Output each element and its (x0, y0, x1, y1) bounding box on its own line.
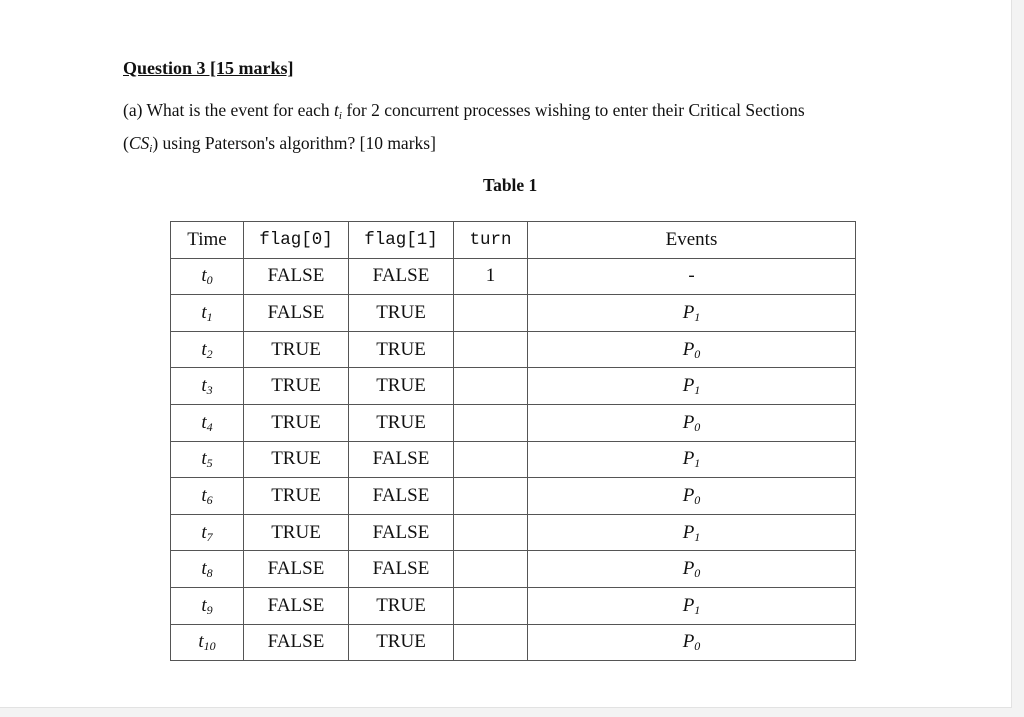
time-variable: t (201, 448, 207, 470)
question-text (123, 94, 883, 160)
table-row (171, 404, 856, 441)
header-flag0: flag[0] (244, 222, 349, 259)
process-subscript: 1 (694, 529, 701, 544)
process-subscript: 0 (694, 419, 701, 434)
time-variable: t (201, 558, 207, 580)
header-time: Time (171, 222, 244, 259)
time-variable: t (201, 594, 207, 616)
variable-cs: CS (128, 133, 150, 153)
flag1-cell: TRUE (349, 331, 454, 368)
events-cell (528, 514, 856, 551)
process-subscript: 1 (694, 383, 701, 398)
turn-cell (454, 295, 528, 332)
flag0-cell: TRUE (244, 441, 349, 478)
process-subscript: 1 (694, 309, 701, 324)
variable-cs-subscript: i (149, 143, 153, 155)
question-text-part: ( (123, 133, 129, 153)
time-variable: t (201, 411, 207, 433)
time-variable: t (201, 265, 207, 287)
turn-cell (454, 404, 528, 441)
table-caption: Table 1 (483, 175, 538, 195)
process-label: P (682, 521, 695, 543)
time-subscript: 8 (206, 566, 213, 581)
header-flag1: flag[1] (349, 222, 454, 259)
flag1-cell: TRUE (349, 295, 454, 332)
question-heading: Question 3 [15 marks] (123, 58, 294, 78)
flag0-cell: FALSE (244, 587, 349, 624)
table-row (171, 587, 856, 624)
time-cell (171, 258, 244, 295)
time-variable: t (201, 484, 207, 506)
table-row (171, 441, 856, 478)
table-row (171, 551, 856, 588)
turn-cell (454, 478, 528, 515)
process-label: P (682, 338, 695, 360)
time-variable: t (201, 338, 207, 360)
process-subscript: 1 (694, 602, 701, 617)
table-row (171, 514, 856, 551)
flag0-cell: TRUE (244, 478, 349, 515)
events-cell (528, 331, 856, 368)
flag1-cell: FALSE (349, 258, 454, 295)
process-subscript: 1 (694, 456, 701, 471)
turn-cell (454, 624, 528, 661)
time-subscript: 7 (206, 529, 213, 544)
flag0-cell: FALSE (244, 258, 349, 295)
flag0-cell: FALSE (244, 295, 349, 332)
events-table (170, 221, 856, 661)
time-subscript: 4 (206, 419, 213, 434)
turn-cell (454, 368, 528, 405)
turn-cell (454, 441, 528, 478)
flag0-cell: FALSE (244, 624, 349, 661)
header-turn: turn (454, 222, 528, 259)
time-subscript: 5 (206, 456, 213, 471)
process-label: P (682, 558, 695, 580)
events-cell (528, 551, 856, 588)
process-label: P (682, 631, 695, 653)
question-text-part: ) using Paterson's algorithm? [10 marks] (152, 133, 436, 153)
process-label: P (682, 301, 695, 323)
variable-t-subscript: i (338, 110, 342, 122)
time-subscript: 9 (206, 602, 213, 617)
process-label: P (682, 594, 695, 616)
flag1-cell: FALSE (349, 551, 454, 588)
turn-cell: 1 (454, 258, 528, 295)
flag0-cell: TRUE (244, 514, 349, 551)
events-cell (528, 441, 856, 478)
time-cell (171, 587, 244, 624)
table-row (171, 624, 856, 661)
flag1-cell: FALSE (349, 441, 454, 478)
process-label: P (682, 411, 695, 433)
flag1-cell: FALSE (349, 478, 454, 515)
variable-t: t (334, 100, 339, 120)
time-subscript: 10 (203, 639, 216, 654)
question-line-1 (123, 94, 883, 127)
flag1-cell: FALSE (349, 514, 454, 551)
time-cell (171, 624, 244, 661)
process-subscript: 0 (694, 346, 701, 361)
time-variable: t (201, 375, 207, 397)
flag1-cell: TRUE (349, 404, 454, 441)
time-cell (171, 551, 244, 588)
time-subscript: 1 (206, 309, 213, 324)
events-cell (528, 295, 856, 332)
events-cell (528, 404, 856, 441)
process-label: P (682, 448, 695, 470)
flag0-cell: TRUE (244, 404, 349, 441)
question-text-part: (a) What is the event for each (123, 100, 335, 120)
time-subscript: 0 (206, 273, 213, 288)
time-cell (171, 441, 244, 478)
flag0-cell: TRUE (244, 331, 349, 368)
time-cell (171, 514, 244, 551)
time-variable: t (201, 301, 207, 323)
events-cell (528, 587, 856, 624)
process-label: P (682, 484, 695, 506)
table-header-row (171, 222, 856, 259)
time-cell (171, 404, 244, 441)
header-events: Events (528, 222, 856, 259)
question-text-part: for 2 concurrent processes wishing to enter their Critical Sections (341, 100, 805, 120)
process-subscript: 0 (694, 639, 701, 654)
time-subscript: 3 (206, 383, 213, 398)
turn-cell (454, 587, 528, 624)
table-row (171, 295, 856, 332)
time-cell (171, 295, 244, 332)
flag1-cell: TRUE (349, 587, 454, 624)
process-label: P (682, 375, 695, 397)
time-cell (171, 478, 244, 515)
time-variable: t (201, 521, 207, 543)
time-subscript: 6 (206, 492, 213, 507)
time-cell (171, 368, 244, 405)
table-row (171, 258, 856, 295)
events-cell (528, 624, 856, 661)
table-row (171, 478, 856, 515)
time-subscript: 2 (206, 346, 213, 361)
turn-cell (454, 551, 528, 588)
question-line-2 (123, 127, 883, 160)
turn-cell (454, 331, 528, 368)
flag1-cell: TRUE (349, 368, 454, 405)
events-cell (528, 478, 856, 515)
table-row (171, 368, 856, 405)
turn-cell (454, 514, 528, 551)
process-subscript: 0 (694, 566, 701, 581)
time-variable: t (198, 631, 204, 653)
events-cell: - (528, 258, 856, 295)
flag0-cell: TRUE (244, 368, 349, 405)
flag1-cell: TRUE (349, 624, 454, 661)
flag0-cell: FALSE (244, 551, 349, 588)
table-row (171, 331, 856, 368)
time-cell (171, 331, 244, 368)
process-subscript: 0 (694, 492, 701, 507)
events-cell (528, 368, 856, 405)
